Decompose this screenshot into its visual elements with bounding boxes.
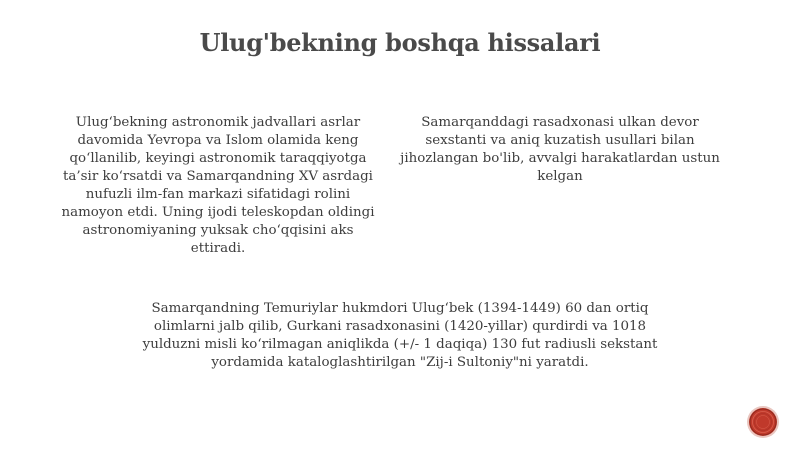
left-text-block: Ulug‘bekning astronomik jadvallari asrlar davomida Yevropa va Islom olamida keng qo‘llanilib, keyingi astronomik taraqqiyotga ta’sir ko‘rsatdi va Samarqandning XV asrdagi nufuzli ilm-fan markazi sifatidagi rolini namoyon etdi. Uning ijodi teleskopdan oldingi astronomiyaning yuksak cho‘qqisini aks ettiradi. xyxy=(61,115,375,256)
next-slide-icon xyxy=(749,408,777,436)
bottom-text-block: Samarqandning Temuriylar hukmdori Ulug‘bek (1394-1449) 60 dan ortiq olimlarni jalb qilib, Gurkani rasadxonasini (1420-yillar) qurdirdi va 1018 yulduzni misli ko‘rilmagan aniqlikda (+/- 1 daqiqa) 130 fut radiusli sekstant yordamida kataloglashtirilgan "Zij-i Sultoniy"ni yaratdi. xyxy=(142,301,658,370)
slide-title: Ulug'bekning boshqa hissalari xyxy=(199,28,601,57)
right-text-block: Samarqanddagi rasadxonasi ulkan devor sexstanti va aniq kuzatish usullari bilan jihozlangan bo'lib, avvalgi harakatlardan ustun kelgan xyxy=(400,115,720,184)
next-slide-button[interactable] xyxy=(749,408,777,436)
